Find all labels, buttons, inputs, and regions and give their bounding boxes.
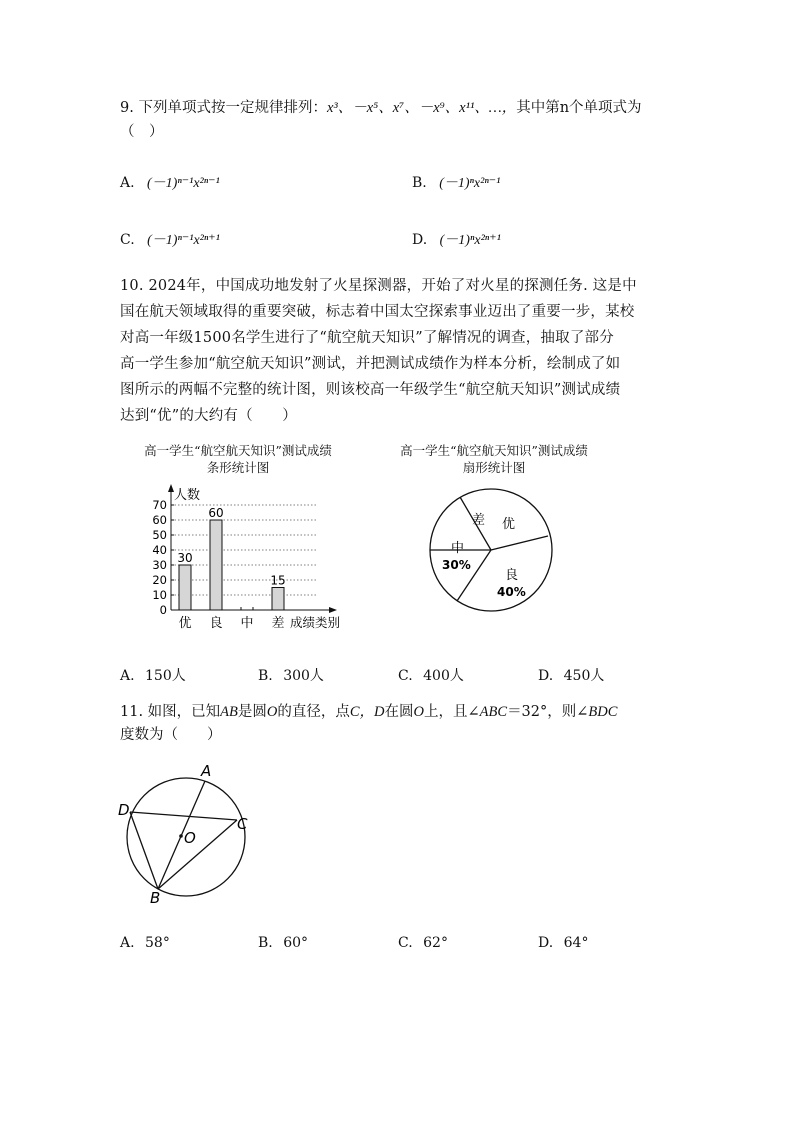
pie-chart-title: 高一学生“航空航天知识”测试成绩 xyxy=(400,443,588,458)
y-tick-label: 20 xyxy=(152,573,167,587)
y-tick-label: 60 xyxy=(152,513,167,527)
bar-value-label: 15 xyxy=(270,573,286,588)
q10-option-b-letter: B. xyxy=(258,668,273,684)
q11-option-a-letter: A. xyxy=(120,935,135,951)
q11-text: ＝32°，则∠ xyxy=(507,704,589,720)
q9-option-c-expr: (－1)ⁿ⁻¹x²ⁿ⁺¹ xyxy=(147,233,220,248)
q10-option-c[interactable] xyxy=(398,665,464,685)
q10-option-d-letter: D. xyxy=(538,668,554,684)
label-a: A xyxy=(201,762,212,780)
q9-answer-blank: （ ） xyxy=(120,124,164,140)
q9-option-a-expr: (－1)ⁿ⁻¹x²ⁿ⁻¹ xyxy=(147,176,220,191)
q9-option-b-letter: B. xyxy=(412,175,427,191)
bar-chart-grid xyxy=(171,505,316,610)
bar-chart xyxy=(140,480,370,640)
y-tick-label: 10 xyxy=(152,588,167,602)
x-axis-label: 成绩类别 xyxy=(290,615,341,630)
y-tick-labels xyxy=(152,498,167,617)
q10-option-c-letter: C. xyxy=(398,668,413,684)
y-tick-label: 50 xyxy=(152,528,167,542)
q10-option-b-text: 300人 xyxy=(283,668,324,684)
q11-option-c-letter: C. xyxy=(398,935,413,951)
q9-stem-start: 9. 下列单项式按一定规律排列： xyxy=(120,100,327,116)
q11-circle-figure xyxy=(110,760,270,910)
q10-line: 对高一年级1500名学生进行了“航空航天知识”了解情况的调查，抽取了部分 xyxy=(120,330,614,346)
x-tick-label: 中 xyxy=(240,616,254,631)
y-tick-label: 40 xyxy=(152,543,167,557)
q10-line: 高一学生参加“航空航天知识”测试，并把测试成绩作为样本分析，绘制成了如 xyxy=(120,356,621,372)
q10-line: 达到“优”的大约有（ ） xyxy=(120,408,297,424)
q11-option-a-text: 58° xyxy=(145,935,170,951)
bar xyxy=(272,588,284,611)
q11-text: 上，且∠ xyxy=(424,704,480,720)
x-tick-label: 优 xyxy=(178,616,192,631)
q11-var-o: O xyxy=(413,704,425,720)
q9-option-d[interactable] xyxy=(412,229,501,249)
q10-option-b[interactable] xyxy=(258,665,324,685)
center-point-o xyxy=(179,834,183,838)
pie-slice-label-you: 优 xyxy=(502,517,516,532)
y-tick-label: 70 xyxy=(152,498,167,512)
bar-chart-subtitle: 条形统计图 xyxy=(206,460,270,475)
pie-slice-percent-liang: 40% xyxy=(497,585,526,599)
q10-option-d[interactable] xyxy=(538,665,604,685)
q11-var-cd: C，D xyxy=(349,704,385,720)
q11-stem-line1 xyxy=(120,702,617,722)
q9-option-b[interactable] xyxy=(412,172,500,192)
x-tick-labels xyxy=(178,615,284,631)
q11-text: 的直径，点 xyxy=(277,704,350,720)
q11-text: 是圆 xyxy=(237,704,267,720)
q10-line: 10. 2024年，中国成功地发射了火星探测器，开始了对火星的探测任务. 这是中 xyxy=(120,278,637,294)
bar-value-label: 30 xyxy=(177,551,193,565)
q9-stem-end: 其中第n个单项式为 xyxy=(516,100,642,116)
q11-text: 在圆 xyxy=(384,704,414,720)
q9-option-d-letter: D. xyxy=(412,232,428,248)
q9-option-a-letter: A. xyxy=(120,175,135,191)
pie-slice-label-cha: 差 xyxy=(472,513,486,528)
label-b: B xyxy=(150,889,161,907)
label-o: O xyxy=(184,829,196,847)
q11-option-c[interactable] xyxy=(398,935,448,951)
x-axis-arrow xyxy=(329,607,337,613)
q11-var-o: O xyxy=(266,704,278,720)
pie-divider xyxy=(491,536,548,550)
q10-option-a-text: 150人 xyxy=(145,668,186,684)
x-tick-label: 差 xyxy=(271,616,285,631)
q11-option-b-text: 60° xyxy=(283,935,309,951)
q10-line: 国在航天领域取得的重要突破，标志着中国太空探索事业迈出了重要一步，某校 xyxy=(120,304,635,320)
pie-chart-subtitle: 扇形统计图 xyxy=(462,460,526,475)
q9-option-b-expr: (－1)ⁿx²ⁿ⁻¹ xyxy=(439,176,501,191)
q11-option-b-letter: B. xyxy=(258,935,273,951)
pie-slice-percent-zhong: 30% xyxy=(442,558,471,572)
q10-option-a-letter: A. xyxy=(120,668,135,684)
q11-text: 11. 如图，已知 xyxy=(120,704,221,720)
q11-option-d-text: 64° xyxy=(563,935,589,951)
q9-option-d-expr: (－1)ⁿx²ⁿ⁺¹ xyxy=(439,233,501,248)
q11-var-abc: ABC xyxy=(479,704,508,720)
q11-option-d[interactable] xyxy=(538,935,588,951)
y-tick-label: 30 xyxy=(152,558,167,572)
q10-line: 图所示的两幅不完整的统计图，则该校高一年级学生“航空航天知识”测试成绩 xyxy=(120,382,621,398)
q9-option-c-letter: C. xyxy=(120,232,135,248)
bar xyxy=(179,565,191,610)
x-tick-label: 良 xyxy=(209,616,223,631)
q11-stem-line2: 度数为（ ） xyxy=(120,727,222,743)
label-c: C xyxy=(237,815,248,833)
q11-option-a[interactable] xyxy=(120,935,170,951)
bar-chart-title: 高一学生“航空航天知识”测试成绩 xyxy=(144,443,332,458)
bar-value-label: 60 xyxy=(208,506,224,520)
q11-option-c-text: 62° xyxy=(423,935,448,951)
q9-option-a[interactable] xyxy=(120,172,220,192)
q11-var-ab: AB xyxy=(220,704,238,720)
q10-option-a[interactable] xyxy=(120,665,186,685)
pie-slice-label-liang: 良 xyxy=(505,568,519,583)
chord-bc xyxy=(158,820,237,889)
q9-stem xyxy=(120,98,642,118)
pie-slice-label-zhong: 中 xyxy=(451,541,465,556)
q10-stem xyxy=(120,273,680,429)
q11-var-bdc: BDC xyxy=(588,704,618,720)
bar xyxy=(210,520,222,610)
chord-dc xyxy=(130,812,237,820)
q9-sequence: x³、－x⁵、x⁷、－x⁹、x¹¹、…， xyxy=(326,100,517,116)
pie-chart xyxy=(420,480,570,630)
label-d: D xyxy=(118,801,130,819)
y-axis-label: 人数 xyxy=(174,488,201,503)
q9-option-c[interactable] xyxy=(120,229,220,249)
y-tick-label: 0 xyxy=(159,603,167,617)
q10-option-d-text: 450人 xyxy=(563,668,605,684)
bars xyxy=(177,506,285,610)
q11-option-b[interactable] xyxy=(258,935,308,951)
q10-option-c-text: 400人 xyxy=(423,668,464,684)
chord-db xyxy=(130,812,158,889)
q11-option-d-letter: D. xyxy=(538,935,554,951)
